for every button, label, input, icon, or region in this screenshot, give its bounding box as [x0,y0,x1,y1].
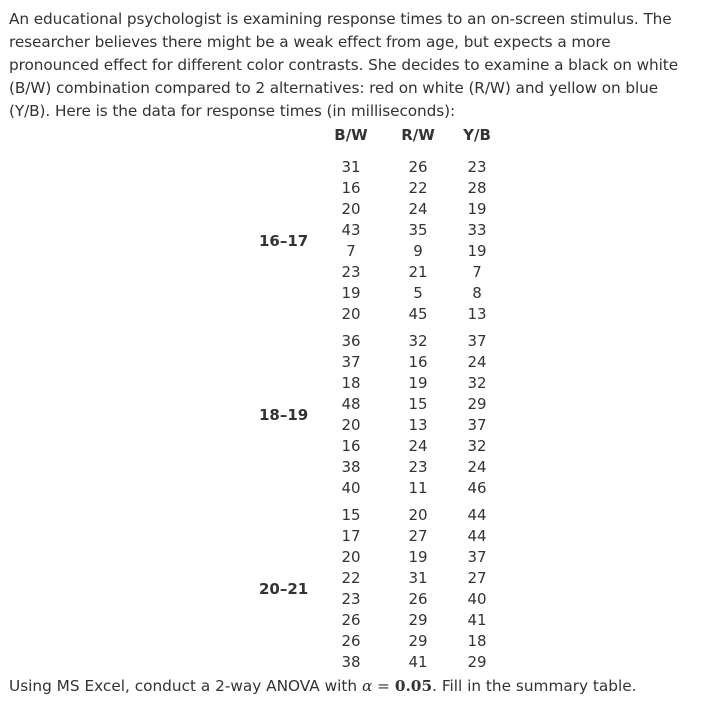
table-cell: 19 [341,284,361,302]
table-cell: 48 [341,395,361,413]
alpha-expression [362,677,432,695]
table-cell: 37 [341,353,361,371]
instruction-after: . Fill in the summary table. [432,677,637,695]
table-cell: 17 [341,527,361,545]
table-cell: 24 [467,458,487,476]
problem-intro: An educational psychologist is examining response times to an on-screen stimulus. The researcher believes there might be a weak effect from age, but expects a more pronounced effect for different color contrasts. She decides to examine a black on white (B/W) combination compared to 2 alternatives: red on white (R/W) and yellow on blue (Y/B). Here is the data for response times (in milliseconds): [9,10,678,120]
age-group-label: 18–19 [259,405,309,424]
table-cell: 22 [341,569,361,587]
table-cell: 28 [467,179,487,197]
table-cell: 46 [467,479,487,497]
table-cell: 41 [408,653,428,671]
group-header-blank [250,123,321,157]
table-cell: 15 [341,506,361,524]
alpha-symbol: α [361,677,373,695]
response-time-table [250,123,499,673]
table-cell: 20 [341,305,361,323]
table-cell: 19 [408,374,428,392]
table-cell: 9 [413,242,423,260]
table-cell: 32 [408,332,428,350]
table-cell: 5 [413,284,423,302]
table-cell: 20 [341,416,361,434]
table-cell: 16 [341,437,361,455]
column-header-yb: Y/B [463,126,491,144]
table-cell: 23 [341,263,361,281]
age-group-label: 16–17 [259,231,309,250]
table-cell: 29 [467,395,487,413]
table-cell: 29 [408,611,428,629]
table-cell: 7 [346,242,356,260]
table-cell: 24 [467,353,487,371]
table-cell: 38 [341,653,361,671]
table-cell: 8 [472,284,482,302]
table-cell: 19 [467,242,487,260]
table-cell: 19 [467,200,487,218]
table-cell: 26 [341,632,361,650]
table-cell: 11 [408,479,428,497]
table-cell: 40 [467,590,487,608]
table-cell: 22 [408,179,428,197]
table-cell: 44 [467,527,487,545]
table-cell: 20 [341,548,361,566]
table-row [250,157,499,178]
table-cell: 13 [467,305,487,323]
table-cell: 26 [341,611,361,629]
table-cell: 31 [341,158,361,176]
table-row [250,499,499,526]
table-cell: 27 [408,527,428,545]
table-cell: 7 [472,263,482,281]
table-cell: 24 [408,200,428,218]
table-cell: 32 [467,374,487,392]
table-cell: 32 [467,437,487,455]
table-cell: 27 [467,569,487,587]
table-cell: 31 [408,569,428,587]
table-cell: 26 [408,590,428,608]
table-cell: 29 [467,653,487,671]
table-cell: 20 [408,506,428,524]
table-cell: 35 [408,221,428,239]
table-cell: 29 [408,632,428,650]
alpha-value: 0.05 [394,677,433,695]
column-header-rw: R/W [401,126,435,144]
table-cell: 16 [408,353,428,371]
table-cell: 38 [341,458,361,476]
table-cell: 18 [467,632,487,650]
table-cell: 18 [341,374,361,392]
table-cell: 23 [467,158,487,176]
table-cell: 37 [467,416,487,434]
table-cell: 26 [408,158,428,176]
instruction-text [9,677,637,695]
table-cell: 41 [467,611,487,629]
table-cell: 36 [341,332,361,350]
age-group-label: 20–21 [259,579,309,598]
table-header-row [250,123,499,157]
column-header-bw: B/W [334,126,368,144]
table-cell: 23 [408,458,428,476]
table-cell: 40 [341,479,361,497]
table-cell: 13 [408,416,428,434]
table-cell: 23 [341,590,361,608]
table-cell: 16 [341,179,361,197]
table-row [250,325,499,352]
table-cell: 37 [467,548,487,566]
table-cell: 44 [467,506,487,524]
table-body [250,157,499,673]
table-cell: 21 [408,263,428,281]
instruction-before: Using MS Excel, conduct a 2-way ANOVA with [9,677,362,695]
table-cell: 37 [467,332,487,350]
table-cell: 33 [467,221,487,239]
table-cell: 24 [408,437,428,455]
table-cell: 20 [341,200,361,218]
equals-sign: = [372,677,395,695]
table-cell: 15 [408,395,428,413]
table-cell: 45 [408,305,428,323]
table-cell: 19 [408,548,428,566]
table-cell: 43 [341,221,361,239]
